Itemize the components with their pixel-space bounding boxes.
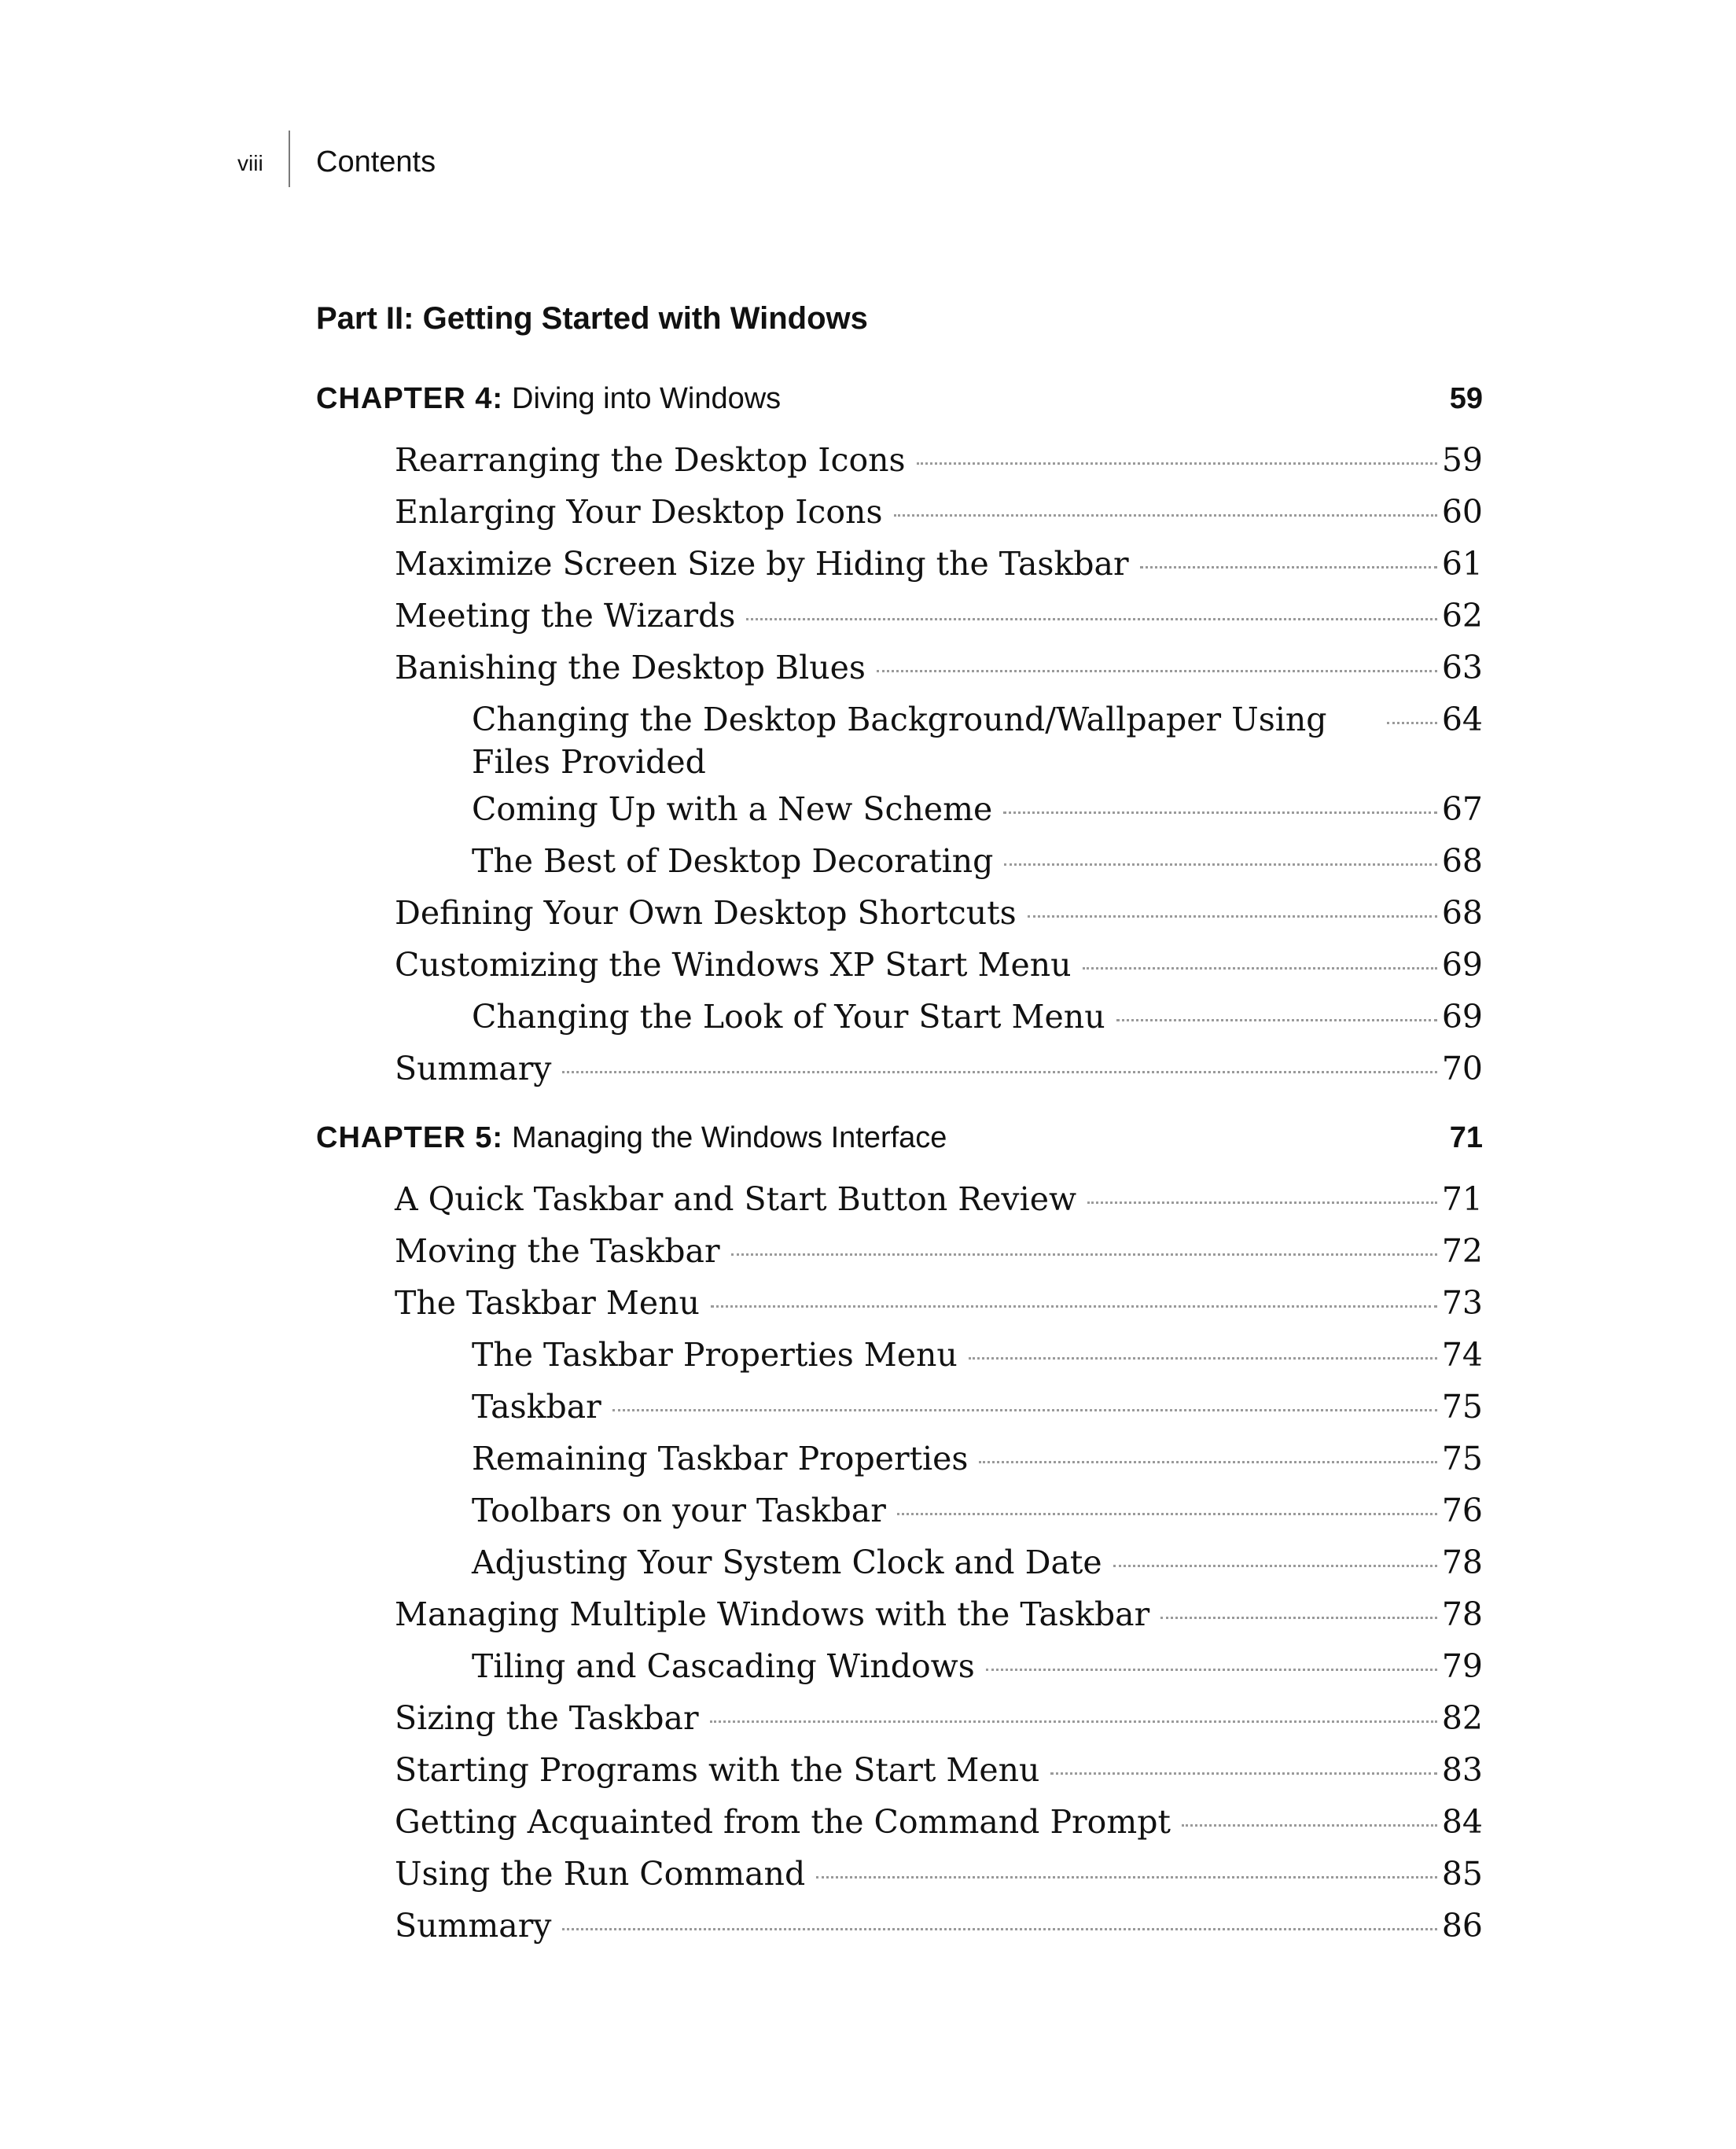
entry-page-number: 82 (1441, 1699, 1483, 1737)
dot-leader (1004, 863, 1436, 866)
chapter-label-separator: : (492, 382, 503, 415)
entry-page-number: 63 (1441, 649, 1483, 686)
toc-entry[interactable] (316, 1796, 1483, 1848)
dot-leader (1050, 1772, 1436, 1775)
toc-entry[interactable] (316, 590, 1483, 642)
toc-entry[interactable] (316, 1900, 1483, 1952)
entry-title: Managing Multiple Windows with the Taskbar (395, 1595, 1150, 1633)
entry-title: Summary (395, 1050, 552, 1087)
dot-leader (1003, 811, 1437, 814)
toc-entry[interactable] (316, 1173, 1483, 1225)
entry-title: Getting Acquainted from the Command Prompt (395, 1803, 1171, 1841)
dot-leader (731, 1253, 1437, 1256)
page-number: viii (237, 151, 263, 175)
entry-page-number: 62 (1441, 597, 1483, 635)
entry-title: Defining Your Own Desktop Shortcuts (395, 894, 1017, 932)
chapter-label: CHAPTER 4 (316, 382, 493, 415)
entry-page-number: 59 (1441, 441, 1483, 479)
entry-page-number: 64 (1441, 701, 1483, 738)
entry-page-number: 68 (1441, 842, 1483, 880)
dot-leader (979, 1461, 1436, 1463)
dot-leader (816, 1876, 1437, 1879)
entry-page-number: 61 (1441, 545, 1483, 583)
entry-page-number: 83 (1441, 1751, 1483, 1789)
dot-leader (711, 1305, 1437, 1308)
dot-leader (877, 670, 1437, 672)
dot-leader (1028, 915, 1437, 918)
dot-leader (917, 462, 1437, 465)
entry-title: Summary (395, 1907, 552, 1945)
entry-page-number: 67 (1441, 790, 1483, 828)
chapter-list (316, 382, 1483, 1952)
entry-page-number: 75 (1441, 1440, 1483, 1477)
entry-page-number: 70 (1441, 1050, 1483, 1087)
entry-title: Tiling and Cascading Windows (472, 1647, 975, 1685)
chapter-heading[interactable] (316, 382, 1483, 434)
toc-entry[interactable] (316, 434, 1483, 486)
dot-leader (1387, 722, 1437, 724)
running-head-title: Contents (316, 145, 436, 178)
toc-subentry[interactable] (316, 783, 1483, 835)
entry-title: A Quick Taskbar and Start Button Review (395, 1180, 1077, 1218)
toc-entry[interactable] (316, 887, 1483, 939)
entry-page-number: 84 (1441, 1803, 1483, 1841)
entry-title: Remaining Taskbar Properties (472, 1440, 969, 1477)
entry-page-number: 73 (1441, 1284, 1483, 1322)
entry-title: The Best of Desktop Decorating (472, 842, 994, 880)
dot-leader (1182, 1824, 1437, 1827)
entry-page-number: 78 (1441, 1595, 1483, 1633)
entry-title: Changing the Look of Your Start Menu (472, 998, 1105, 1036)
entry-title: Customizing the Windows XP Start Menu (395, 946, 1072, 984)
toc-subentry[interactable] (316, 835, 1483, 887)
toc-entry[interactable] (316, 939, 1483, 991)
toc-subentry[interactable] (316, 1640, 1483, 1692)
entry-page-number: 79 (1441, 1647, 1483, 1685)
entry-page-number: 75 (1441, 1388, 1483, 1426)
entry-page-number: 68 (1441, 894, 1483, 932)
running-head (0, 127, 1736, 190)
entry-page-number: 78 (1441, 1544, 1483, 1581)
entry-page-number: 60 (1441, 493, 1483, 531)
toc-subentry[interactable] (316, 1485, 1483, 1536)
toc-subentry[interactable] (316, 991, 1483, 1043)
entry-page-number: 72 (1441, 1232, 1483, 1270)
entry-title: Rearranging the Desktop Icons (395, 441, 906, 479)
toc-entry[interactable] (316, 538, 1483, 590)
entry-title: Adjusting Your System Clock and Date (472, 1544, 1102, 1581)
dot-leader (1116, 1019, 1437, 1021)
running-head-divider (289, 131, 290, 187)
toc-entry[interactable] (316, 1043, 1483, 1095)
dot-leader (894, 514, 1437, 517)
toc-entry[interactable] (316, 1744, 1483, 1796)
toc-subentry[interactable] (316, 1329, 1483, 1381)
toc-entry[interactable] (316, 1692, 1483, 1744)
entry-title: Banishing the Desktop Blues (395, 649, 866, 686)
entry-page-number: 71 (1441, 1180, 1483, 1218)
entry-title: Taskbar (472, 1388, 601, 1426)
entry-title: Sizing the Taskbar (395, 1699, 699, 1737)
chapter-section (316, 382, 1483, 1095)
toc-entry[interactable] (316, 1225, 1483, 1277)
chapter-heading[interactable] (316, 1121, 1483, 1173)
chapter-title: Managing the Windows Interface (512, 1121, 947, 1154)
toc-subentry[interactable] (316, 1433, 1483, 1485)
toc-subentry[interactable] (316, 694, 1483, 783)
dot-leader (1083, 967, 1437, 970)
entry-page-number: 74 (1441, 1336, 1483, 1374)
dot-leader (562, 1928, 1436, 1930)
toc-subentry[interactable] (316, 1536, 1483, 1588)
part-title: Part II: Getting Started with Windows (316, 301, 868, 336)
entry-title: Meeting the Wizards (395, 597, 736, 635)
toc-subentry[interactable] (316, 1381, 1483, 1433)
entry-title: Moving the Taskbar (395, 1232, 720, 1270)
entry-title: Starting Programs with the Start Menu (395, 1751, 1040, 1789)
entry-title: Maximize Screen Size by Hiding the Taskbar (395, 545, 1129, 583)
toc-entry[interactable] (316, 1848, 1483, 1900)
dot-leader (969, 1357, 1437, 1360)
dot-leader (746, 618, 1436, 620)
dot-leader (1113, 1565, 1437, 1567)
chapter-title: Diving into Windows (512, 382, 782, 415)
chapter-page-number: 71 (1449, 1121, 1483, 1154)
chapter-page-number: 59 (1449, 382, 1483, 415)
entry-title: Using the Run Command (395, 1855, 806, 1893)
chapter-label-separator: : (492, 1121, 503, 1154)
entry-title: Coming Up with a New Scheme (472, 790, 993, 828)
entry-page-number: 86 (1441, 1907, 1483, 1945)
toc-entry[interactable] (316, 642, 1483, 694)
entry-title: Enlarging Your Desktop Icons (395, 493, 883, 531)
toc-entry[interactable] (316, 1277, 1483, 1329)
toc-entry[interactable] (316, 486, 1483, 538)
dot-leader (986, 1669, 1437, 1671)
chapter-label: CHAPTER 5 (316, 1121, 493, 1154)
entry-title: Toolbars on your Taskbar (472, 1492, 886, 1529)
dot-leader (562, 1071, 1436, 1073)
table-of-contents (316, 297, 1483, 1952)
dot-leader (1140, 566, 1437, 569)
dot-leader (897, 1513, 1437, 1515)
dot-leader (710, 1720, 1437, 1723)
entry-title: Changing the Desktop Background/Wallpaper Using Files Provided (472, 701, 1327, 781)
entry-title: The Taskbar Properties Menu (472, 1336, 958, 1374)
chapter-section (316, 1121, 1483, 1952)
entry-page-number: 69 (1441, 998, 1483, 1036)
entry-page-number: 85 (1441, 1855, 1483, 1893)
dot-leader (1160, 1617, 1437, 1619)
dot-leader (612, 1409, 1437, 1411)
toc-entry[interactable] (316, 1588, 1483, 1640)
entry-page-number: 69 (1441, 946, 1483, 984)
dot-leader (1087, 1201, 1437, 1204)
entry-title: The Taskbar Menu (395, 1284, 700, 1322)
entry-page-number: 76 (1441, 1492, 1483, 1529)
